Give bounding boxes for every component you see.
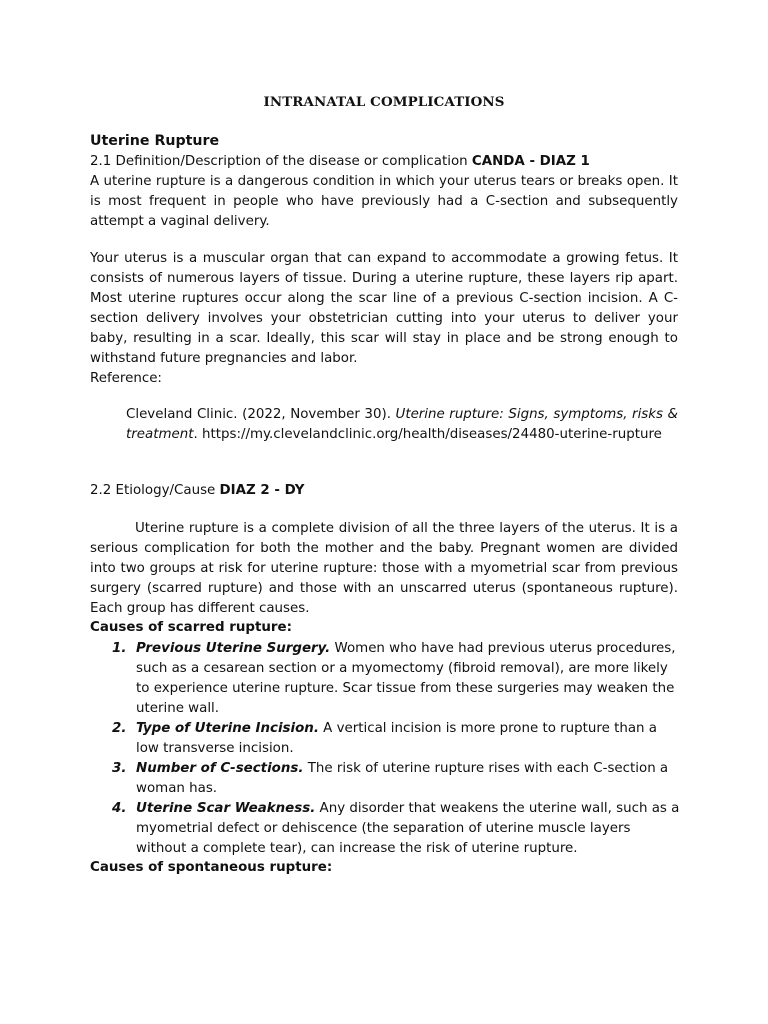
list-item-number: 3. (112, 761, 127, 776)
list-item-term: Previous Uterine Surgery. (136, 641, 331, 656)
list-item (90, 759, 680, 799)
reference-author: Cleveland Clinic. (2022, November 30). (126, 407, 396, 422)
list-item-term: Number of C-sections. (136, 761, 304, 776)
list-item-text: Any disorder that weakens the uterine wall, such as a myometrial defect or dehiscence (the separation of uterine muscle layers without a complete tear), can increase the risk of uterine rupture. (136, 801, 680, 856)
list-item-number: 4. (112, 801, 127, 816)
list-item (90, 639, 680, 719)
reference-entry (126, 405, 678, 445)
subsection-2-2-heading (90, 481, 678, 501)
scarred-rupture-heading: Causes of scarred rupture: (90, 620, 292, 635)
list-item-number: 1. (112, 641, 127, 656)
reference-title: Uterine rupture: Signs, symptoms, risks & treatment (126, 407, 678, 442)
list-item (90, 719, 680, 759)
reference-label: Reference: (90, 371, 162, 386)
list-item-text: The risk of uterine rupture rises with each C-section a woman has. (136, 761, 669, 796)
subsection-2-2-label: 2.2 Etiology/Cause (90, 483, 220, 498)
reference-url: . https://my.clevelandclinic.org/health/diseases/24480-uterine-rupture (193, 427, 662, 442)
list-item-term: Uterine Scar Weakness. (136, 801, 316, 816)
section-heading-uterine-rupture: Uterine Rupture (90, 133, 220, 149)
scarred-rupture-causes-list (90, 639, 680, 859)
subsection-2-1-label: 2.1 Definition/Description of the disease or complication (90, 154, 472, 169)
etiology-paragraph: Uterine rupture is a complete division of all the three layers of the uterus. It is a serious complication for both the mother and the baby. Pregnant women are divided into two groups at risk for uterine rupture: those with a myometrial scar from previous surgery (scarred rupture) and those with an unscarred uterus (spontaneous rupture). Each group has different causes. (90, 521, 678, 616)
spontaneous-rupture-heading: Causes of spontaneous rupture: (90, 860, 333, 875)
list-item (90, 799, 680, 859)
list-item-term: Type of Uterine Incision. (136, 721, 319, 736)
subsection-2-1-authors: CANDA - DIAZ 1 (471, 154, 590, 169)
document-title: INTRANATAL COMPLICATIONS (263, 94, 505, 110)
subsection-2-1-heading (90, 152, 678, 172)
list-item-text: Women who have had previous uterus procedures, such as a cesarean section or a myomectomy (fibroid removal), are more likely to experience uterine rupture. Scar tissue from these surgeries may weaken the uterine wall. (136, 641, 676, 716)
subsection-2-2-authors: DIAZ 2 - DY (219, 483, 305, 498)
definition-paragraph-2: Your uterus is a muscular organ that can expand to accommodate a growing fetus. It consists of numerous layers of tissue. During a uterine rupture, these layers rip apart. Most uterine ruptures occur along the scar line of a previous C-section incision. A C-section delivery involves your obstetrician cutting into your uterus to deliver your baby, resulting in a scar. Ideally, this scar will stay in place and be strong enough to withstand future pregnancies and labor. (90, 251, 678, 366)
list-item-text: A vertical incision is more prone to rupture than a low transverse incision. (136, 721, 658, 756)
list-item-number: 2. (112, 721, 127, 736)
definition-paragraph-1: A uterine rupture is a dangerous condition in which your uterus tears or breaks open. It is most frequent in people who have previously had a C-section and subsequently attempt a vaginal delivery. (90, 174, 678, 229)
